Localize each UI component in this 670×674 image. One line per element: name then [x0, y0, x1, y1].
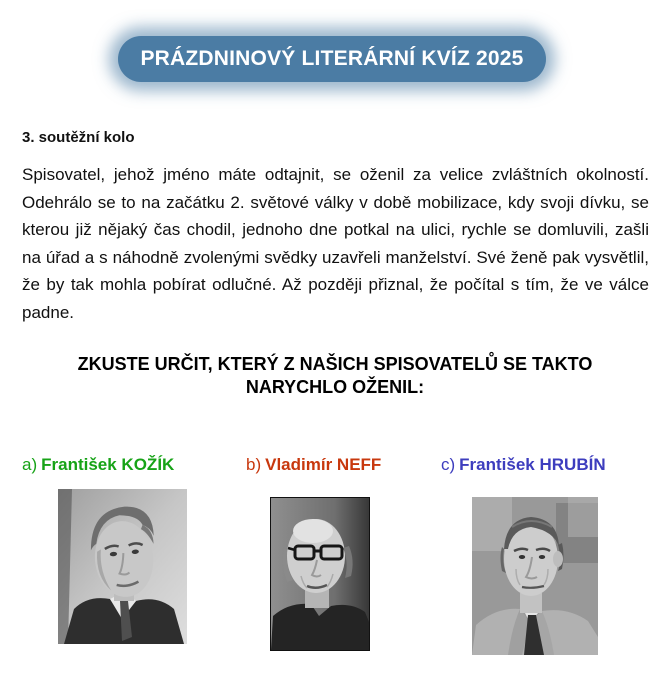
- option-b-label[interactable]: [246, 455, 381, 475]
- bw-portrait-man-swept-hair: [58, 489, 187, 644]
- option-a-prefix: a): [22, 455, 38, 474]
- option-c-label[interactable]: [441, 455, 606, 475]
- quiz-question-paragraph: Spisovatel, jehož jméno máte odtajnit, se oženil za velice zvláštních okolností. Odehrálo se to na začátku 2. světové války v době mobilizace, kdy svoji dívku, se kterou již nějaký čas chodil, jednoho dne potkal na ulici, rychle se domluvili, zašli na úřad a s náhodně zvolenými svědky uzavřeli manželství. Své ženě pak vysvětlil, že by tak mohla pobírat odlučné. Až později přiznal, že počítal s tím, že ve válce padne.: [22, 165, 649, 322]
- portrait-photo-frantisek-kozik[interactable]: [58, 489, 187, 644]
- option-a-name: František KOŽÍK: [41, 455, 175, 474]
- round-heading: 3. soutěžní kolo: [22, 129, 135, 146]
- quiz-instruction: ZKUSTE URČIT, KTERÝ Z NAŠICH SPISOVATELŮ SE TAKTO NARYCHLO OŽENIL:: [77, 354, 593, 397]
- bw-portrait-older-man-tweed-jacket: [472, 497, 598, 655]
- option-c-name: František HRUBÍN: [459, 455, 606, 474]
- quiz-title-banner: PRÁZDNINOVÝ LITERÁRNÍ KVÍZ 2025: [118, 36, 546, 82]
- bw-portrait-bald-man-glasses: [271, 498, 369, 650]
- option-b-name: Vladimír NEFF: [265, 455, 382, 474]
- portrait-photo-vladimir-neff[interactable]: [270, 497, 370, 651]
- portrait-photo-frantisek-hrubin[interactable]: [472, 497, 598, 655]
- option-c-prefix: c): [441, 455, 456, 474]
- option-a-label[interactable]: [22, 455, 174, 475]
- option-b-prefix: b): [246, 455, 262, 474]
